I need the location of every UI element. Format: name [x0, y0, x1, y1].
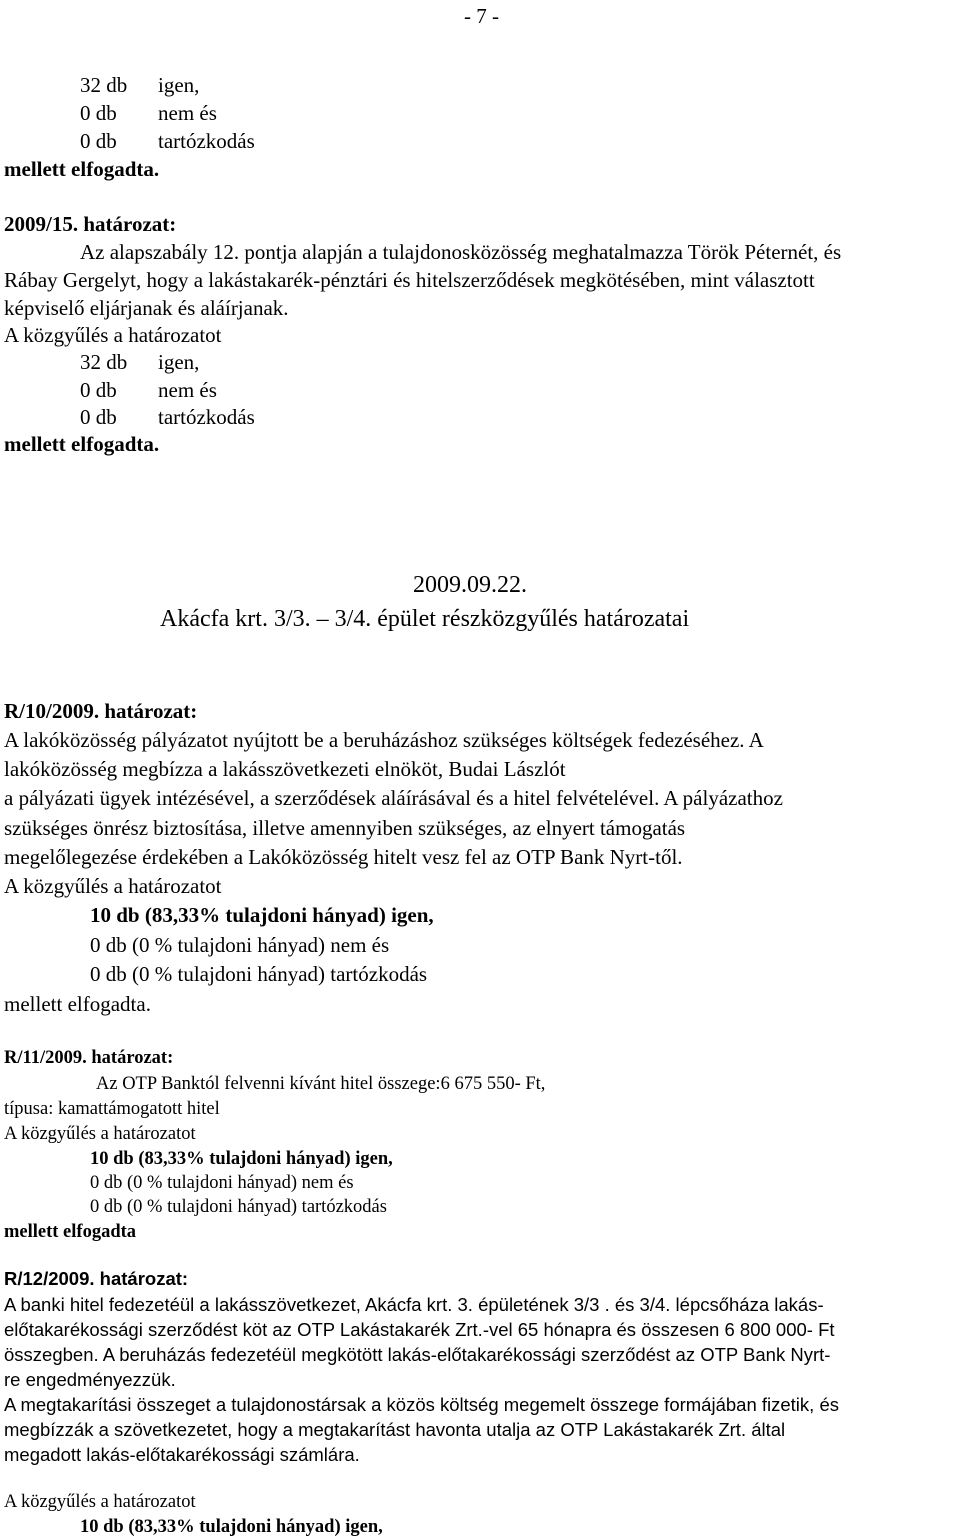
- vote-abstain: 0 db (0 % tulajdoni hányad) tartózkodás: [90, 962, 428, 986]
- vote-intro: A közgyűlés a határozatot: [4, 1124, 196, 1144]
- resolution-text-line: lakóközösség megbízza a lakásszövetkezeti elnököt, Budai Lászlót: [4, 757, 566, 781]
- vote-yes: 10 db (83,33% tulajdoni hányad) igen,: [90, 903, 434, 927]
- vote-line: [80, 407, 255, 428]
- resolution-text-line: összegben. A beruházás fedezetéül megkötött lakás-előtakarékossági szerződést az OTP Bank Nyrt-: [4, 1344, 831, 1365]
- vote-label: igen,: [158, 73, 200, 97]
- vote-no: 0 db (0 % tulajdoni hányad) nem és: [90, 933, 390, 957]
- vote-count: 32 db: [80, 73, 128, 97]
- resolution-title: R/12/2009. határozat:: [4, 1268, 189, 1289]
- vote-yes: 10 db (83,33% tulajdoni hányad) igen,: [80, 1517, 383, 1537]
- vote-label: nem és: [158, 101, 217, 125]
- vote-yes: 10 db (83,33% tulajdoni hányad) igen,: [90, 1149, 393, 1169]
- accepted-text: mellett elfogadta: [4, 1222, 137, 1242]
- vote-abstain: 0 db (0 % tulajdoni hányad) tartózkodás: [90, 1197, 387, 1217]
- resolution-text-line: szükséges önrész biztosítása, illetve amennyiben szükséges, az elnyert támogatás: [4, 816, 686, 840]
- vote-label: nem és: [158, 378, 217, 402]
- vote-line: [80, 103, 217, 124]
- page-number: - 7 -: [464, 4, 499, 28]
- resolution-text-line: képviselő eljárjanak és aláírjanak.: [4, 296, 289, 320]
- resolution-text-line: Rábay Gergelyt, hogy a lakástakarék-pénztári és hitelszerződések megkötésében, mint választott: [4, 268, 815, 292]
- resolution-text-line: A banki hitel fedezetéül a lakásszövetkezet, Akácfa krt. 3. épületének 3/3 . és 3/4. lépcsőháza lakás-: [4, 1294, 824, 1315]
- section-date: 2009.09.22.: [413, 572, 527, 598]
- section-title: Akácfa krt. 3/3. – 3/4. épület részközgyűlés határozatai: [160, 606, 690, 632]
- resolution-title: R/11/2009. határozat:: [4, 1048, 174, 1068]
- resolution-text-line: re engedményezzük.: [4, 1369, 176, 1390]
- accepted-text: mellett elfogadta.: [4, 992, 151, 1016]
- vote-count: 0 db: [80, 378, 117, 402]
- vote-line: [80, 380, 217, 401]
- vote-no: 0 db (0 % tulajdoni hányad) nem és: [90, 1173, 354, 1193]
- vote-intro: A közgyűlés a határozatot: [4, 323, 222, 347]
- resolution-text-line: A megtakarítási összeget a tulajdonostársak a közös költség megemelt összege formájában fizetik, és: [4, 1394, 839, 1415]
- vote-intro: A közgyűlés a határozatot: [4, 1492, 196, 1512]
- vote-line: [80, 75, 199, 96]
- resolution-text-line: megelőlegezése érdekében a Lakóközösség hitelt vesz fel az OTP Bank Nyrt-től.: [4, 845, 683, 869]
- vote-line: [80, 131, 255, 152]
- resolution-text-line: megadott lakás-előtakarékossági számlára.: [4, 1444, 360, 1465]
- vote-label: igen,: [158, 350, 200, 374]
- vote-label: tartózkodás: [158, 129, 255, 153]
- accepted-text: mellett elfogadta.: [4, 157, 160, 181]
- vote-count: 32 db: [80, 350, 128, 374]
- vote-line: [80, 352, 199, 373]
- vote-label: tartózkodás: [158, 405, 255, 429]
- resolution-title: 2009/15. határozat:: [4, 212, 177, 236]
- resolution-text-line: előtakarékossági szerződést köt az OTP Lakástakarék Zrt.-vel 65 hónapra és összesen 6 800 000- Ft: [4, 1319, 835, 1340]
- accepted-text: mellett elfogadta.: [4, 432, 160, 456]
- resolution-text-line: típusa: kamattámogatott hitel: [4, 1099, 220, 1119]
- resolution-text-line: megbízzák a szövetkezetet, hogy a megtakarítást havonta utalja az OTP Lakástakarék Zrt. által: [4, 1419, 786, 1440]
- vote-count: 0 db: [80, 129, 117, 153]
- resolution-title: R/10/2009. határozat:: [4, 699, 198, 723]
- resolution-text-line: A lakóközösség pályázatot nyújtott be a beruházáshoz szükséges költségek fedezéséhez. A: [4, 728, 764, 752]
- vote-count: 0 db: [80, 405, 117, 429]
- resolution-text-line: Az OTP Banktól felvenni kívánt hitel összege:6 675 550- Ft,: [96, 1074, 546, 1094]
- vote-intro: A közgyűlés a határozatot: [4, 874, 222, 898]
- vote-count: 0 db: [80, 101, 117, 125]
- resolution-text-line: Az alapszabály 12. pontja alapján a tulajdonosközösség meghatalmazza Török Péternét, és: [80, 240, 842, 264]
- resolution-text-line: a pályázati ügyek intézésével, a szerződések aláírásával és a hitel felvételével. A pályázathoz: [4, 786, 783, 810]
